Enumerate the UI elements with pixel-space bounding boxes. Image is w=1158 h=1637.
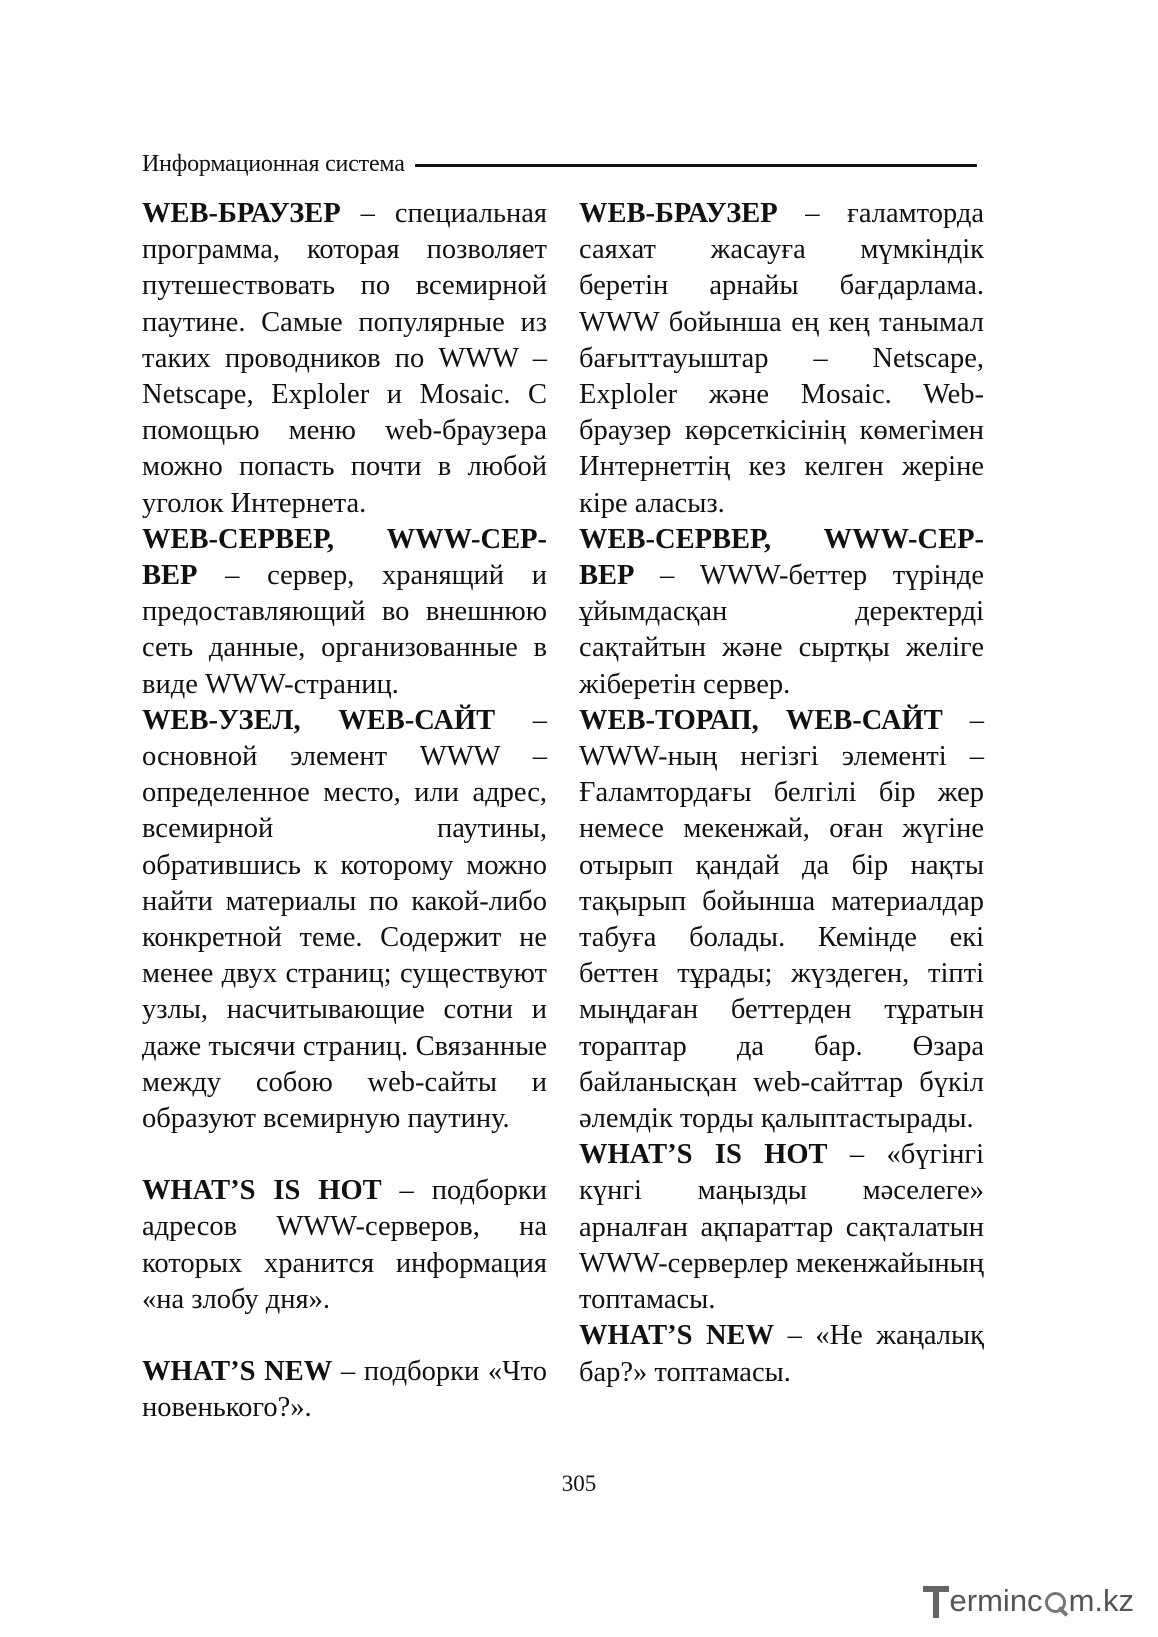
entry-term: WEB-БРАУЗЕР: [579, 198, 778, 229]
entry-definition: – основной элемент WWW – определенное место, или адрес, всемирной паутины, обратившись к которому можно найти материалы по какой-либо конкретной теме. Содержит не менее двух страниц; существуют узлы, насчитывающие сотни и даже тысячи страниц. Связанные между собою web-сайты и образуют всемирную паутину.: [142, 704, 547, 1135]
entry-spacer: [142, 1137, 547, 1173]
entry-definition: – сервер, хранящий и предоставляющий во внешнюю сеть данные, организованные в виде WWW-страниц.: [142, 560, 547, 700]
entry-term: WEB-ТОРАП, WEB-САЙТ: [579, 704, 943, 736]
entry-definition: – подборки адресов WWW-серверов, на которых хранится информация «на злобу дня».: [142, 1175, 547, 1315]
entry-definition: – специальная программа, которая позволяет путешествовать по всемирной паутине. Самые популярные из таких проводников по WWW – Netscape, Exploler и Mosaic. С помощью меню web-браузера можно попасть почти в любой уголок Интернета.: [142, 198, 547, 519]
entry-term: WHAT’S NEW: [142, 1356, 333, 1388]
entry-definition: – ғаламторда саяхат жасауға мүмкіндік беретін арнайы бағдарлама. WWW бойынша ең кең танымал бағыттауыштар – Netscape, Exploler және Mosaic. Web-браузер көрсеткісінің көмегімен Интернеттің кез келген жеріне кіре аласыз.: [579, 198, 984, 519]
entry-web-site-kz: [579, 703, 984, 1137]
entry-definition: – WWW-ның негізгі элементі – Ғаламтордағы белгілі бір жер немесе мекенжай, оған жүгіне отырып қандай да бір нақты тақырып бойынша материалдар табуға болады. Кемінде екі беттен тұрады; жүздеген, тіпті мыңдаған беттерден тұратын тораптар да бар. Өзара байланысқан web-сайттар бүкіл әлемдік торды қалыптастырады.: [579, 704, 985, 1135]
entry-definition: – «Не жаңалық бар?» топтамасы.: [579, 1320, 984, 1388]
page-number: 305: [561, 1471, 597, 1496]
entry-web-site-ru: [142, 703, 547, 1137]
termincom-watermark: [923, 1579, 1134, 1623]
entry-term: WHAT’S IS HOT: [142, 1175, 382, 1207]
header-rule: [415, 164, 977, 167]
entry-definition: – «бүгінгі күнгі маңызды мәселеге» арналған ақпараттар сақталатын WWW-серверлер мекенжайының топтамасы.: [579, 1139, 984, 1316]
t-logo-icon: [923, 1584, 949, 1618]
entry-web-server-kz: [579, 522, 984, 703]
entry-whats-hot-kz: [579, 1137, 984, 1318]
entry-definition: – подборки «Что новенького?».: [142, 1356, 547, 1424]
entry-whats-new-ru: [142, 1354, 547, 1426]
watermark-text-start: erminc: [949, 1583, 1043, 1618]
entry-term: WEB-СЕРВЕР, WWW-СЕР-ВЕР: [579, 523, 984, 592]
entry-term: WHAT’S IS HOT: [579, 1139, 828, 1171]
entry-web-server-ru: [142, 522, 547, 703]
entry-web-browser-ru: [142, 196, 547, 522]
entry-web-browser-kz: [579, 196, 984, 522]
entry-definition: – WWW-беттер түрінде ұйымдасқан деректерді сақтайтын және сыртқы желіге жіберетін сервер.: [579, 560, 984, 700]
entry-term: WHAT’S NEW: [579, 1320, 775, 1352]
kazakh-column: [579, 196, 984, 1391]
russian-column: [142, 196, 547, 1427]
magnifier-icon: [1044, 1586, 1068, 1616]
entry-term: WEB-БРАУЗЕР: [142, 198, 341, 229]
entry-term: WEB-УЗЕЛ, WEB-САЙТ: [142, 704, 496, 736]
entry-term: WEB-СЕРВЕР, WWW-СЕР-ВЕР: [142, 523, 547, 592]
entry-whats-new-kz: [579, 1318, 984, 1390]
header-title: Информационная система: [142, 150, 405, 177]
watermark-text-end: m.kz: [1068, 1583, 1134, 1618]
entry-spacer: [142, 1318, 547, 1354]
running-header: [142, 147, 977, 181]
entry-whats-hot-ru: [142, 1173, 547, 1318]
